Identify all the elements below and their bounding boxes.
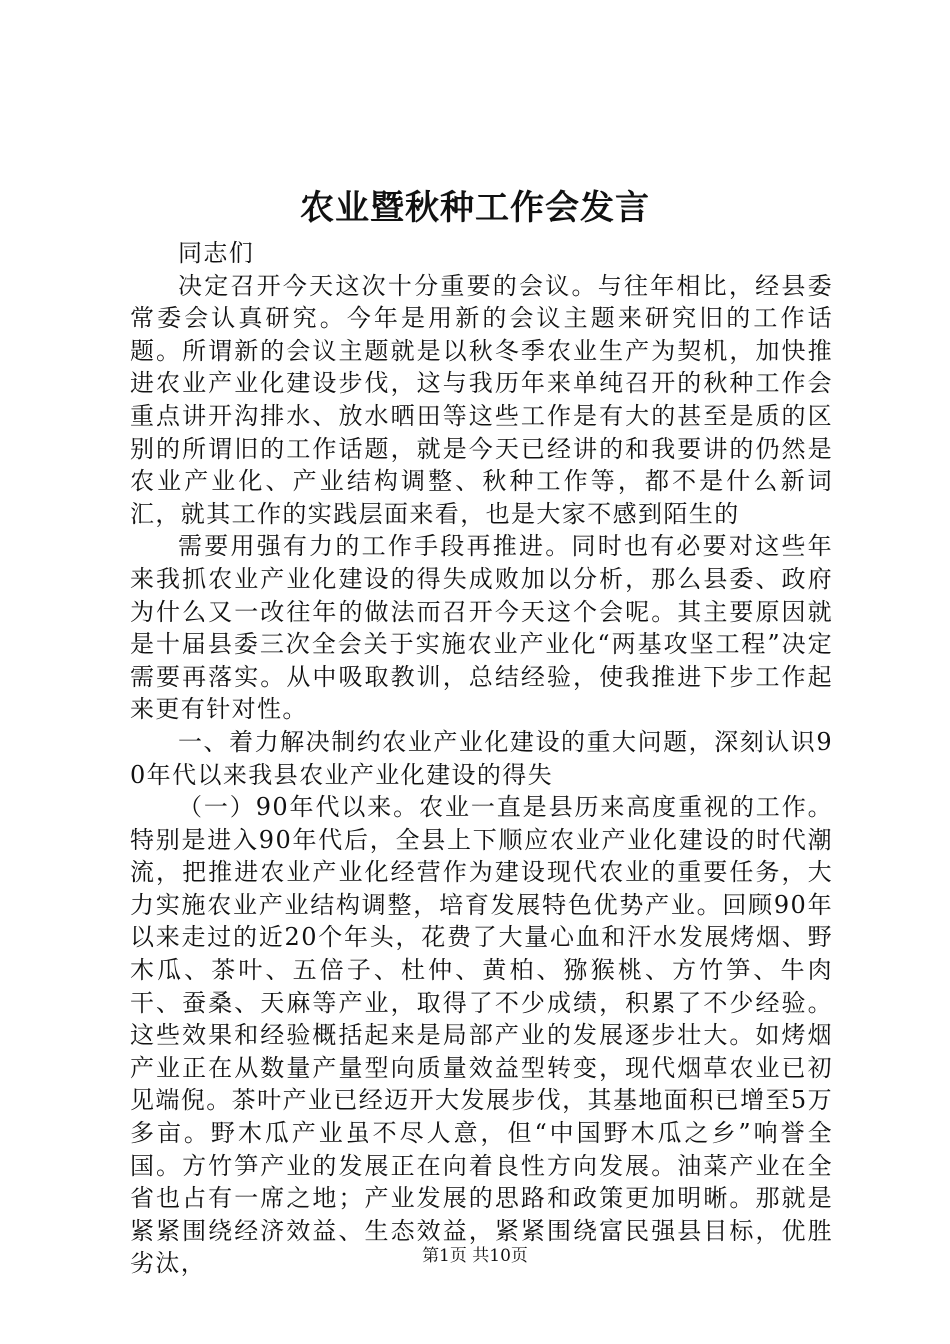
salutation-paragraph: 同志们 bbox=[178, 239, 255, 267]
document-title: 农业暨秋种工作会发言 bbox=[300, 188, 650, 228]
section-heading-paragraph: 一、着力解决制约农业产业化建设的重大问题，深刻认识90年代以来我县农业产业化建设的得失 bbox=[130, 727, 833, 789]
page-number-footer: 第1页 共10页 bbox=[422, 1246, 528, 1266]
document-body bbox=[130, 237, 833, 1280]
body-paragraph: （一）90年代以来。农业一直是县历来高度重视的工作。特别是进入90年代后，全县上下顺应农业产业化建设的时代潮流，把推进农业产业化经营作为建设现代农业的重要任务，大力实施农业产业结构调整，培育发展特色优势产业。回顾90年以来走过的近20个年头，花费了大量心血和汗水发展烤烟、野木瓜、茶叶、五倍子、杜仲、黄柏、猕猴桃、方竹笋、牛肉干、蚕桑、天麻等产业，取得了不少成绩，积累了不少经验。这些效果和经验概括起来是局部产业的发展逐步壮大。如烤烟产业正在从数量产量型向质量效益型转变，现代烟草农业已初见端倪。茶叶产业已经迈开大发展步伐，其基地面积已增至5万多亩。野木瓜产业虽不尽人意，但“中国野木瓜之乡”响誉全国。方竹笋产业的发展正在向着良性方向发展。油菜产业在全省也占有一席之地；产业发展的思路和政策更加明晰。那就是紧紧围绕经济效益、生态效益，紧紧围绕富民强县目标，优胜劣汰， bbox=[130, 793, 833, 1278]
body-paragraph: 决定召开今天这次十分重要的会议。与往年相比，经县委常委会认真研究。今年是用新的会议主题来研究旧的工作话题。所谓新的会议主题就是以秋冬季农业生产为契机，加快推进农业产业化建设步伐，这与我历年来单纯召开的秋种工作会重点讲开沟排水、放水晒田等这些工作是有大的甚至是质的区别的所谓旧的工作话题，就是今天已经讲的和我要讲的仍然是农业产业化、产业结构调整、秋种工作等，都不是什么新词汇，就其工作的实践层面来看，也是大家不感到陌生的 bbox=[130, 271, 833, 528]
body-paragraph: 需要用强有力的工作手段再推进。同时也有必要对这些年来我抓农业产业化建设的得失成败加以分析，那么县委、政府为什么又一改往年的做法而召开今天这个会呢。其主要原因就是十届县委三次全会关于实施农业产业化“两基攻坚工程”决定需要再落实。从中吸取教训，总结经验，使我推进下步工作起来更有针对性。 bbox=[130, 532, 833, 724]
